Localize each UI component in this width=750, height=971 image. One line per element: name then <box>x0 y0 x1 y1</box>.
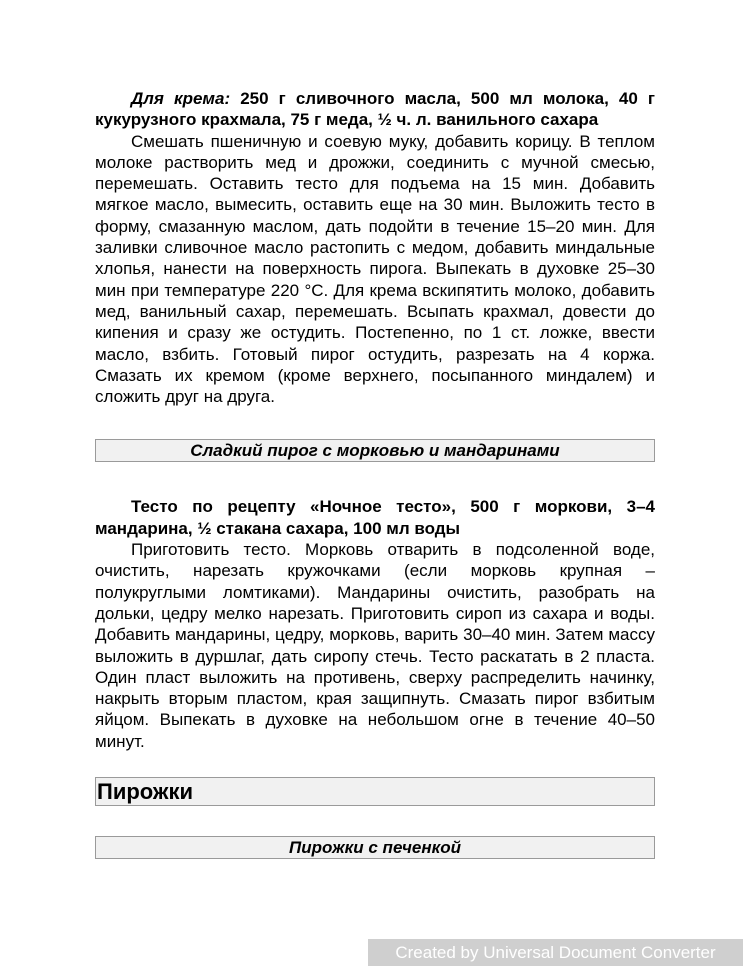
document-page <box>95 88 655 859</box>
cream-ingredients: 250 г сливочного масла, 500 мл молока, 40 г кукурузного крахмала, 75 г меда, ½ ч. л. ванильного сахара <box>95 89 655 130</box>
cream-label: Для крема: <box>131 89 231 108</box>
section-title-pirozhki: Пирожки <box>95 777 655 806</box>
converter-watermark: Created by Universal Document Converter <box>368 939 743 966</box>
recipe-title-liver-pies: Пирожки с печенкой <box>95 836 655 859</box>
recipe-method-paragraph: Смешать пшеничную и соевую муку, добавить корицу. В теплом молоке растворить мед и дрожжи, соединить с мучной смесью, перемешать. Оставить тесто для подъема на 15 мин. Добавить мягкое масло, вымесить, оставить еще на 30 мин. Выложить тесто в форму, смазанную маслом, дать подойти в течение 15–20 мин. Для заливки сливочное масло растопить с медом, добавить миндальные хлопья, нанести на поверхность пирога. Выпекать в духовке 25–30 мин при температуре 220 °С. Для крема вскипятить молоко, добавить мед, ванильный сахар, перемешать. Всыпать крахмал, довести до кипения и сразу же остудить. Постепенно, по 1 ст. ложке, ввести масло, взбить. Готовый пирог остудить, разрезать на 4 коржа. Смазать их кремом (кроме верхнего, посыпанного миндалем) и сложить друг на друга. <box>95 131 655 407</box>
recipe-ingredients-paragraph: Тесто по рецепту «Ночное тесто», 500 г моркови, 3–4 мандарина, ½ стакана сахара, 100 мл воды <box>95 497 655 538</box>
recipe-method-paragraph-2: Приготовить тесто. Морковь отварить в подсоленной воде, очистить, нарезать кружочками (если морковь крупная – полукруглыми ломтиками). Мандарины очистить, разобрать на дольки, цедру мелко нарезать. Приготовить сироп из сахара и воды. Добавить мандарины, цедру, морковь, варить 30–40 мин. Затем массу выложить в дуршлаг, дать сиропу стечь. Тесто раскатать в 2 пласта. Один пласт выложить на противень, сверху распределить начинку, накрыть вторым пластом, края защипнуть. Смазать пирог взбитым яйцом. Выпекать в духовке на небольшом огне в течение 40–50 минут. <box>95 540 655 751</box>
recipe-title-carrot-mandarin: Сладкий пирог с морковью и мандаринами <box>95 439 655 462</box>
cream-ingredients-paragraph <box>95 88 655 131</box>
